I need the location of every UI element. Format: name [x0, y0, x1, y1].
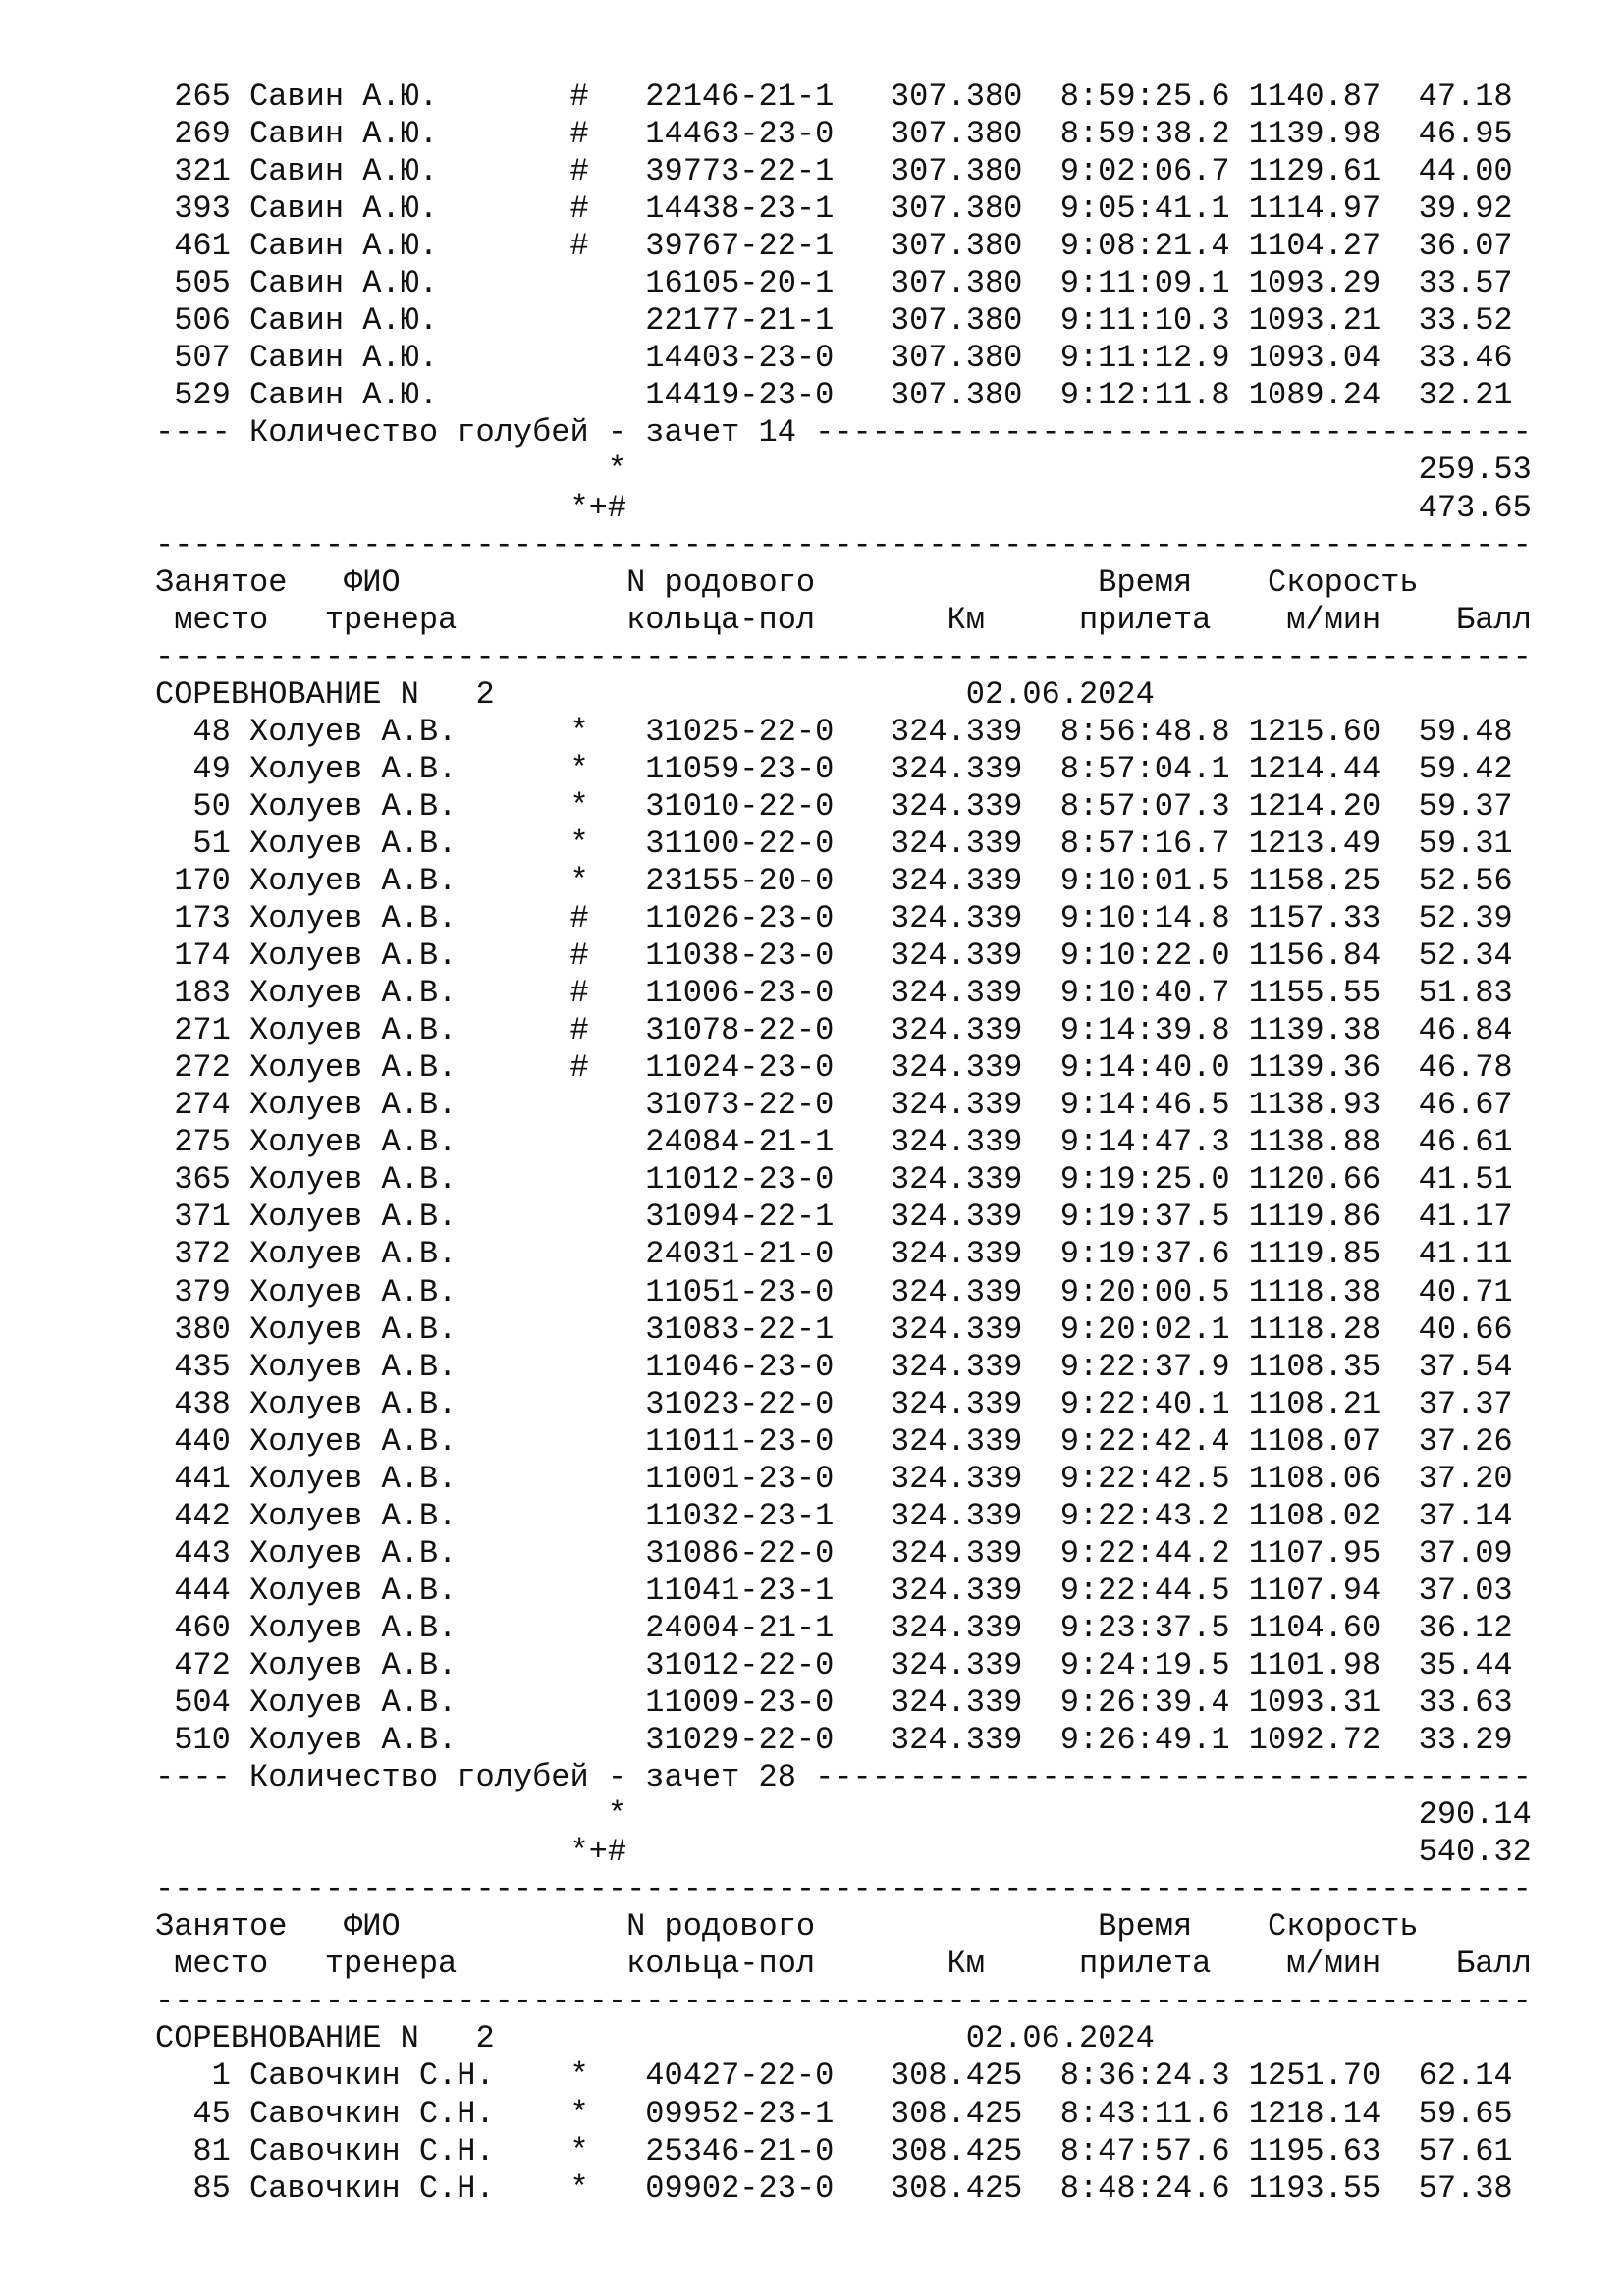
table-row: 272 Холуев А.В. # 11024-23-0 324.339 9:14:40.0 1139.36 46.78: [155, 1049, 1513, 1087]
table-row: 321 Савин А.Ю. # 39773-22-1 307.380 9:02:06.7 1129.61 44.00: [155, 153, 1513, 190]
table-row: 441 Холуев А.В. 11001-23-0 324.339 9:22:42.5 1108.06 37.20: [155, 1460, 1513, 1497]
column-header-line-1: Занятое ФИО N родового Время Скорость: [155, 1908, 1419, 1946]
column-header-line-2: место тренера кольца-пол Км прилета м/мин Балл: [155, 1946, 1532, 1983]
table-row: 379 Холуев А.В. 11051-23-0 324.339 9:20:00.5 1118.38 40.71: [155, 1273, 1513, 1310]
competition-heading: СОРЕВНОВАНИЕ N 2 02.06.2024: [155, 2020, 1155, 2057]
table-row: 1 Савочкин С.Н. * 40427-22-0 308.425 8:36:24.3 1251.70 62.14: [155, 2057, 1513, 2095]
table-row: 173 Холуев А.В. # 11026-23-0 324.339 9:10:14.8 1157.33 52.39: [155, 900, 1513, 937]
table-row: 274 Холуев А.В. 31073-22-0 324.339 9:14:46.5 1138.93 46.67: [155, 1087, 1513, 1124]
table-row: 183 Холуев А.В. # 11006-23-0 324.339 9:10:40.7 1155.55 51.83: [155, 975, 1513, 1012]
column-header-line-2: место тренера кольца-пол Км прилета м/мин Балл: [155, 601, 1532, 638]
table-row: 372 Холуев А.В. 24031-21-0 324.339 9:19:37.6 1119.85 41.11: [155, 1236, 1513, 1273]
table-row: 275 Холуев А.В. 24084-21-1 324.339 9:14:47.3 1138.88 46.61: [155, 1124, 1513, 1161]
table-row: 438 Холуев А.В. 31023-22-0 324.339 9:22:40.1 1108.21 37.37: [155, 1385, 1513, 1422]
divider: -------------------------------------------------------------------------: [155, 638, 1532, 675]
table-row: 506 Савин А.Ю. 22177-21-1 307.380 9:11:10.3 1093.21 33.52: [155, 302, 1513, 340]
table-row: 505 Савин А.Ю. 16105-20-1 307.380 9:11:09.1 1093.29 33.57: [155, 265, 1513, 302]
table-row: 265 Савин А.Ю. # 22146-21-1 307.380 8:59:25.6 1140.87 47.18: [155, 79, 1513, 115]
summary-total-star: * 259.53: [155, 452, 1532, 489]
table-row: 510 Холуев А.В. 31029-22-0 324.339 9:26:49.1 1092.72 33.29: [155, 1722, 1513, 1759]
table-row: 174 Холуев А.В. # 11038-23-0 324.339 9:10:22.0 1156.84 52.34: [155, 937, 1513, 975]
summary-total-star-plus-hash: *+# 540.32: [155, 1834, 1532, 1871]
table-row: 460 Холуев А.В. 24004-21-1 324.339 9:23:37.5 1104.60 36.12: [155, 1609, 1513, 1646]
summary-total-star: * 290.14: [155, 1796, 1532, 1834]
table-row: 472 Холуев А.В. 31012-22-0 324.339 9:24:19.5 1101.98 35.44: [155, 1646, 1513, 1683]
summary-total-star-plus-hash: *+# 473.65: [155, 489, 1532, 526]
table-row: 435 Холуев А.В. 11046-23-0 324.339 9:22:37.9 1108.35 37.54: [155, 1348, 1513, 1385]
table-row: 50 Холуев А.В. * 31010-22-0 324.339 8:57:07.3 1214.20 59.37: [155, 787, 1513, 825]
table-row: 49 Холуев А.В. * 11059-23-0 324.339 8:57:04.1 1214.44 59.42: [155, 750, 1513, 787]
column-header-line-1: Занятое ФИО N родового Время Скорость: [155, 563, 1419, 601]
table-row: 504 Холуев А.В. 11009-23-0 324.339 9:26:39.4 1093.31 33.63: [155, 1684, 1513, 1722]
divider: -------------------------------------------------------------------------: [155, 1983, 1532, 2020]
table-row: 507 Савин А.Ю. 14403-23-0 307.380 9:11:12.9 1093.04 33.46: [155, 340, 1513, 377]
table-row: 48 Холуев А.В. * 31025-22-0 324.339 8:56:48.8 1215.60 59.48: [155, 713, 1513, 750]
table-row: 269 Савин А.Ю. # 14463-23-0 307.380 8:59:38.2 1139.98 46.95: [155, 116, 1513, 153]
table-row: 461 Савин А.Ю. # 39767-22-1 307.380 9:08:21.4 1104.27 36.07: [155, 228, 1513, 265]
divider: -------------------------------------------------------------------------: [155, 526, 1532, 563]
table-row: 51 Холуев А.В. * 31100-22-0 324.339 8:57:16.7 1213.49 59.31: [155, 825, 1513, 862]
table-row: 365 Холуев А.В. 11012-23-0 324.339 9:19:25.0 1120.66 41.51: [155, 1161, 1513, 1199]
results-printout: [155, 79, 1589, 2208]
table-row: 393 Савин А.Ю. # 14438-23-1 307.380 9:05:41.1 1114.97 39.92: [155, 190, 1513, 228]
table-row: 81 Савочкин С.Н. * 25346-21-0 308.425 8:47:57.6 1195.63 57.61: [155, 2132, 1513, 2169]
table-row: 529 Савин А.Ю. 14419-23-0 307.380 9:12:11.8 1089.24 32.21: [155, 377, 1513, 414]
competition-heading: СОРЕВНОВАНИЕ N 2 02.06.2024: [155, 675, 1155, 713]
table-row: 170 Холуев А.В. * 23155-20-0 324.339 9:10:01.5 1158.25 52.56: [155, 862, 1513, 899]
table-row: 85 Савочкин С.Н. * 09902-23-0 308.425 8:48:24.6 1193.55 57.38: [155, 2169, 1513, 2207]
table-row: 444 Холуев А.В. 11041-23-1 324.339 9:22:44.5 1107.94 37.03: [155, 1572, 1513, 1609]
table-row: 271 Холуев А.В. # 31078-22-0 324.339 9:14:39.8 1139.38 46.84: [155, 1012, 1513, 1049]
table-row: 440 Холуев А.В. 11011-23-0 324.339 9:22:42.4 1108.07 37.26: [155, 1422, 1513, 1460]
table-row: 442 Холуев А.В. 11032-23-1 324.339 9:22:43.2 1108.02 37.14: [155, 1497, 1513, 1534]
table-row: 371 Холуев А.В. 31094-22-1 324.339 9:19:37.5 1119.86 41.17: [155, 1199, 1513, 1236]
summary-count-line: ---- Количество голубей - зачет 28 --------------------------------------: [155, 1759, 1532, 1796]
table-row: 45 Савочкин С.Н. * 09952-23-1 308.425 8:43:11.6 1218.14 59.65: [155, 2095, 1513, 2132]
table-row: 380 Холуев А.В. 31083-22-1 324.339 9:20:02.1 1118.28 40.66: [155, 1310, 1513, 1348]
divider: -------------------------------------------------------------------------: [155, 1871, 1532, 1908]
table-row: 443 Холуев А.В. 31086-22-0 324.339 9:22:44.2 1107.95 37.09: [155, 1534, 1513, 1572]
summary-count-line: ---- Количество голубей - зачет 14 --------------------------------------: [155, 414, 1532, 452]
